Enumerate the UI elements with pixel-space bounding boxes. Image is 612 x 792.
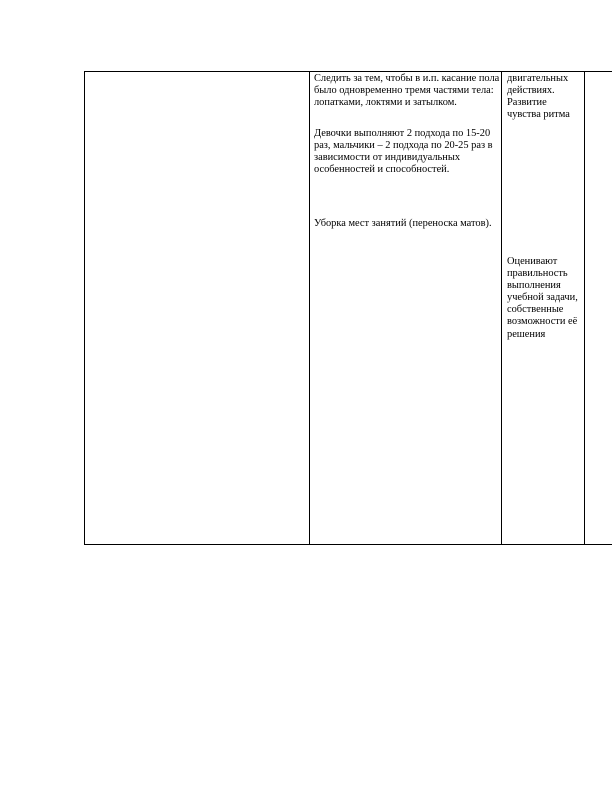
skills-text: двигательных действиях. Развитие чувства ритма	[507, 73, 570, 121]
table-column-divider	[584, 71, 585, 545]
cleanup-text: Уборка мест занятий (переноска матов).	[314, 218, 492, 229]
repetitions-text: Девочки выполняют 2 подхода по 15-20 раз, мальчики – 2 подхода по 20-25 раз в зависимости от индивидуальных особенностей и способностей.	[314, 128, 493, 176]
table-column-divider	[309, 71, 310, 545]
table-column-divider	[501, 71, 502, 545]
exercise-instruction-text: Следить за тем, чтобы в и.п. касание пола было одновременно тремя частями тела: лопатками, локтями и затылком.	[314, 73, 500, 109]
assessment-text: Оценивают правильность выполнения учебной задачи, собственные возможности её решения	[507, 256, 578, 340]
